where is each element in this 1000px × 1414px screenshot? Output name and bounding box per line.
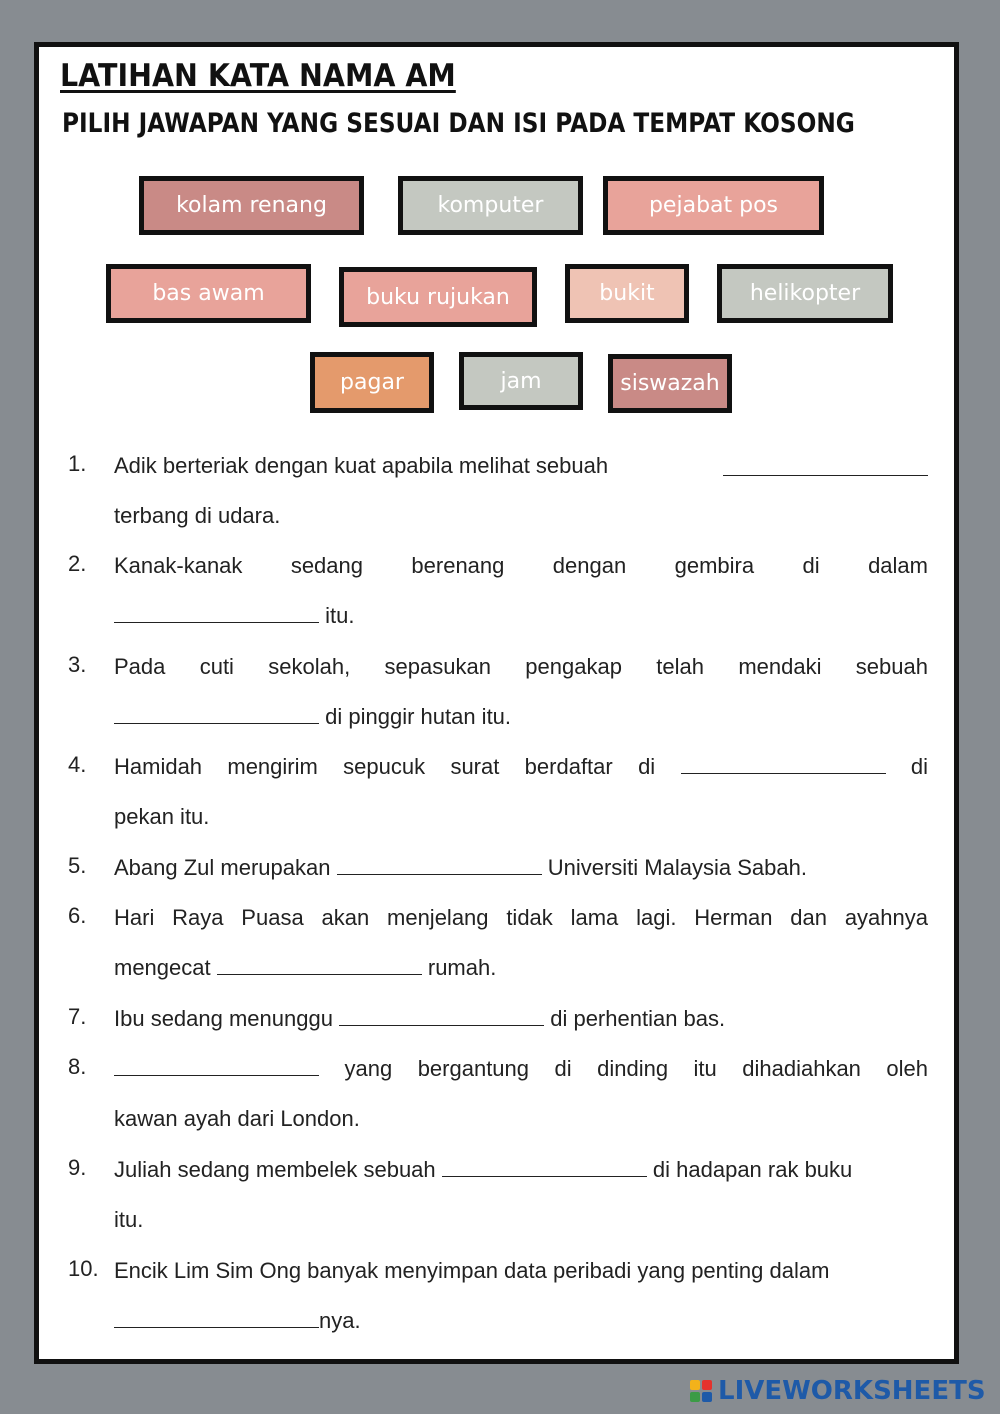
question-4 [68,752,928,842]
question-number: 2. [68,551,87,576]
question-text: Kanak-kanak sedang berenang dengan gembira di dalam [114,553,928,578]
answer-blank[interactable] [114,1307,319,1328]
question-text: terbang di udara. [114,503,281,528]
worksheet-instructions: PILIH JAWAPAN YANG SESUAI DAN ISI PADA TEMPAT KOSONG [62,108,855,139]
word-chip-helikopter[interactable]: helikopter [717,264,893,323]
question-text: Abang Zul merupakan [114,855,331,880]
answer-blank[interactable] [339,1005,544,1026]
question-text: Adik berteriak dengan kuat apabila melihat sebuah [114,453,609,478]
question-number: 5. [68,853,87,878]
question-8 [68,1054,928,1144]
liveworksheets-logo-icon [690,1380,712,1402]
answer-blank[interactable] [681,753,886,774]
question-text: pekan itu. [114,804,210,829]
word-chip-jam[interactable]: jam [459,352,583,410]
question-text: di [910,754,928,779]
question-text: Hari Raya Puasa akan menjelang tidak lama lagi. Herman dan ayahnya [114,905,928,930]
word-chip-pejabat-pos[interactable]: pejabat pos [603,176,824,235]
brand-name: LIVEWORKSHEETS [718,1376,986,1406]
liveworksheets-logo[interactable] [690,1376,986,1406]
question-number: 8. [68,1054,87,1079]
question-text: Ibu sedang menunggu [114,1006,333,1031]
question-text: Universiti Malaysia Sabah. [547,855,807,880]
question-text: Encik Lim Sim Ong banyak menyimpan data peribadi yang penting dalam [114,1258,830,1283]
question-9 [68,1155,928,1245]
question-text: itu. [114,1207,144,1232]
question-text: di pinggir hutan itu. [325,704,512,729]
answer-blank[interactable] [217,954,422,975]
question-number: 9. [68,1155,87,1180]
question-number: 6. [68,903,87,928]
question-text: yang bergantung di dinding itu dihadiahkan oleh [344,1056,929,1081]
question-2 [68,551,928,641]
answer-blank[interactable] [723,455,928,476]
word-chip-buku-rujukan[interactable]: buku rujukan [339,267,537,327]
answer-blank[interactable] [114,703,319,724]
question-5 [68,853,928,893]
question-number: 7. [68,1004,87,1029]
question-text: mengecat [114,955,211,980]
question-10 [68,1256,928,1346]
word-chip-siswazah[interactable]: siswazah [608,354,732,413]
question-text: di perhentian bas. [550,1006,726,1031]
question-number: 4. [68,752,87,777]
question-text: Hamidah mengirim sepucuk surat berdaftar di [114,754,656,779]
word-chip-komputer[interactable]: komputer [398,176,583,235]
question-1 [68,451,928,541]
word-chip-bukit[interactable]: bukit [565,264,689,323]
answer-blank[interactable] [114,602,319,623]
question-7 [68,1004,928,1044]
question-text: Pada cuti sekolah, sepasukan pengakap telah mendaki sebuah [114,654,928,679]
question-text: kawan ayah dari London. [114,1106,360,1131]
question-text: Juliah sedang membelek sebuah [114,1157,436,1182]
question-number: 10. [68,1256,99,1281]
question-6 [68,903,928,993]
answer-blank[interactable] [337,854,542,875]
answer-blank[interactable] [442,1156,647,1177]
question-number: 3. [68,652,87,677]
word-chip-bas-awam[interactable]: bas awam [106,264,311,323]
answer-blank[interactable] [114,1055,319,1076]
question-text: di hadapan rak buku [652,1157,853,1182]
question-text: itu. [325,603,355,628]
question-3 [68,652,928,742]
question-text: rumah. [427,955,497,980]
question-text: nya. [319,1308,361,1333]
worksheet-title: LATIHAN KATA NAMA AM [60,58,456,94]
question-number: 1. [68,451,87,476]
word-chip-kolam-renang[interactable]: kolam renang [139,176,364,235]
word-chip-pagar[interactable]: pagar [310,352,434,413]
